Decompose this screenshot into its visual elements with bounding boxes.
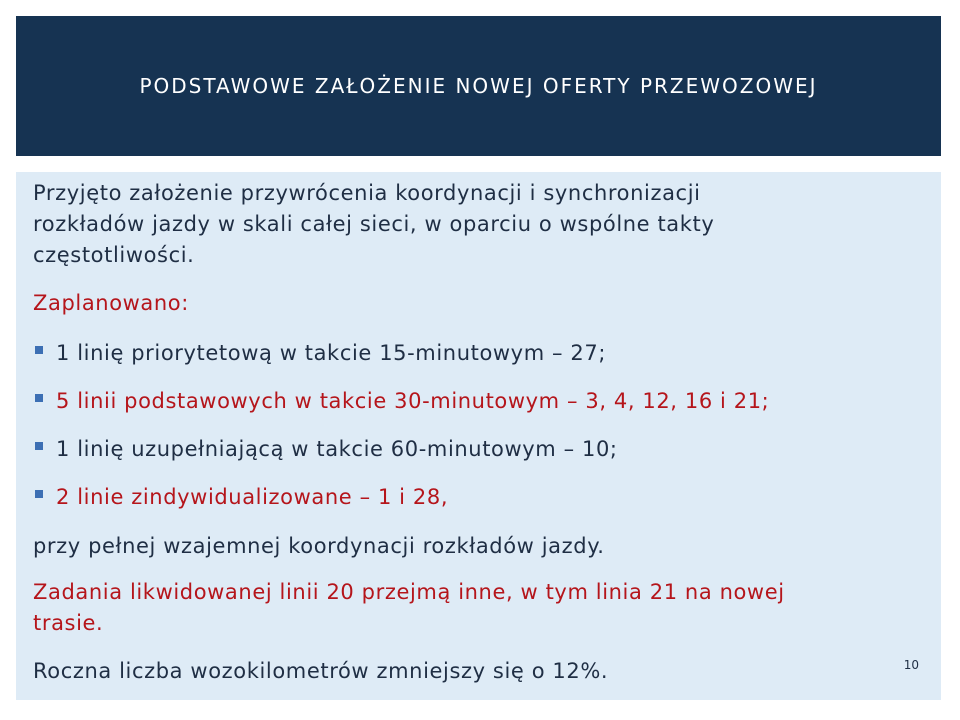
bullet-item-supplementary-line: 1 linię uzupełniającą w takcie 60-minutowym – 10; bbox=[56, 437, 618, 461]
coordination-text: przy pełnej wzajemnej koordynacji rozkładów jazdy. bbox=[33, 534, 605, 558]
page-number: 10 bbox=[903, 658, 919, 672]
square-bullet-icon bbox=[35, 394, 43, 402]
line20-line-1: Zadania likwidowanej linii 20 przejmą inne, w tym linia 21 na nowej bbox=[33, 580, 785, 604]
square-bullet-icon bbox=[35, 490, 43, 498]
intro-line-3: częstotliwości. bbox=[33, 243, 195, 267]
bullet-item-individual-lines: 2 linie zindywidualizowane – 1 i 28, bbox=[56, 485, 449, 509]
intro-line-2: rozkładów jazdy w skali całej sieci, w oparciu o wspólne takty bbox=[33, 212, 715, 236]
bullet-item-priority-line: 1 linię priorytetową w takcie 15-minutowym – 27; bbox=[56, 341, 606, 365]
line20-paragraph bbox=[33, 577, 785, 639]
bullet-item-basic-lines: 5 linii podstawowych w takcie 30-minutowym – 3, 4, 12, 16 i 21; bbox=[56, 389, 770, 413]
slide-content bbox=[16, 172, 941, 700]
slide-header bbox=[16, 16, 941, 156]
square-bullet-icon bbox=[35, 442, 43, 450]
line20-line-2: trasie. bbox=[33, 611, 104, 635]
intro-line-1: Przyjęto założenie przywrócenia koordynacji i synchronizacji bbox=[33, 181, 701, 205]
square-bullet-icon bbox=[35, 346, 43, 354]
intro-paragraph bbox=[33, 178, 714, 271]
reduction-text: Roczna liczba wozokilometrów zmniejszy się o 12%. bbox=[33, 659, 609, 683]
slide-title: PODSTAWOWE ZAŁOŻENIE NOWEJ OFERTY PRZEWOZOWEJ bbox=[139, 74, 818, 98]
planned-label: Zaplanowano: bbox=[33, 291, 189, 315]
